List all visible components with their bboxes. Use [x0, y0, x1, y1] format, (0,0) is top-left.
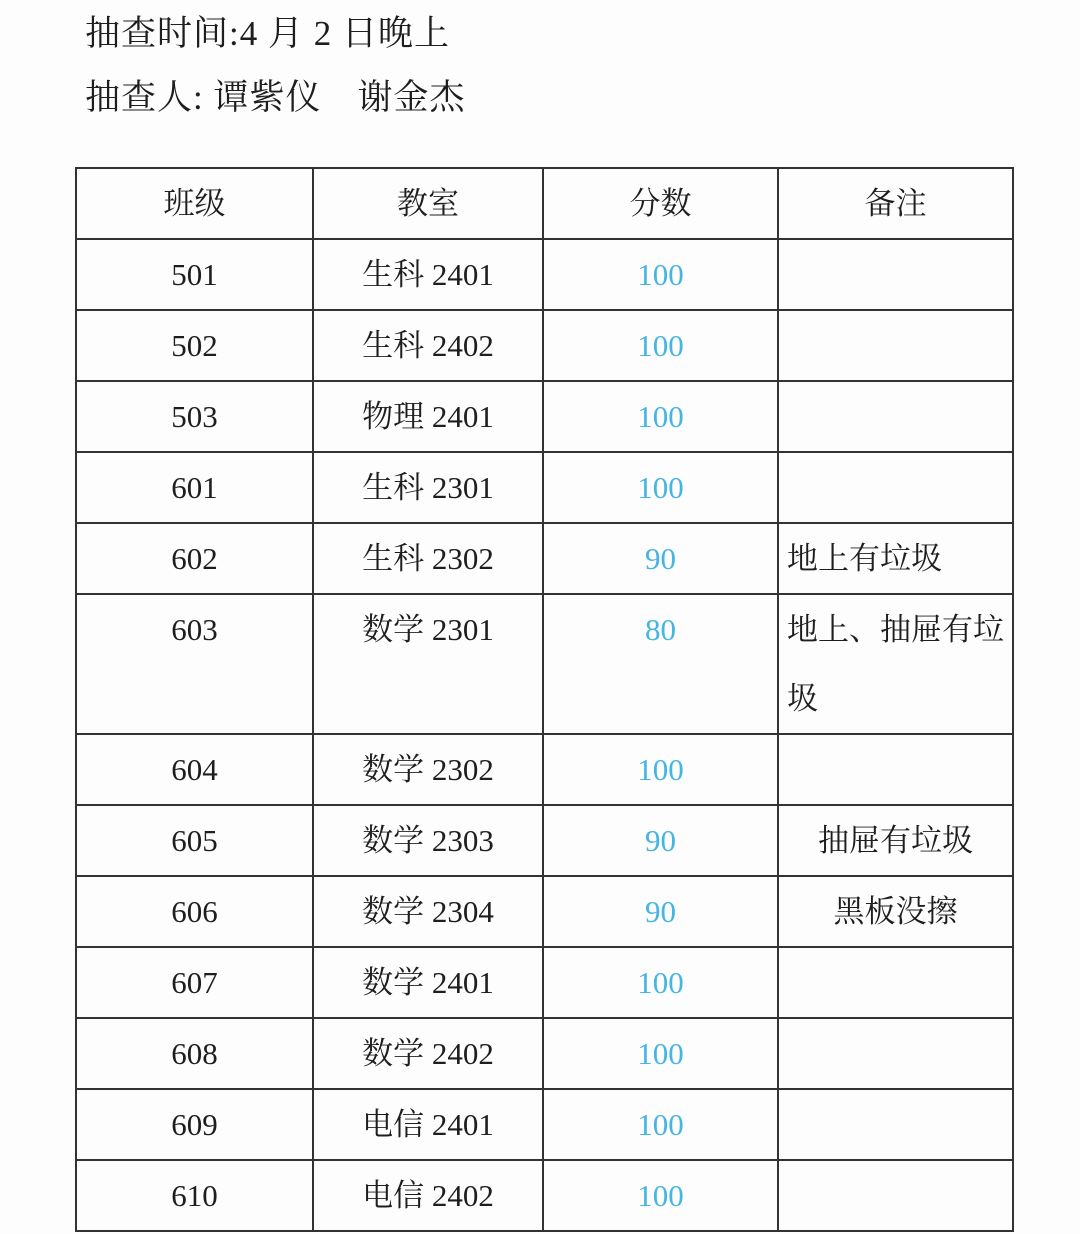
- class-cell: 601: [76, 452, 313, 523]
- room-cell: 物理 2401: [313, 381, 543, 452]
- score-cell: 100: [543, 239, 778, 310]
- class-cell: 604: [76, 734, 313, 805]
- table-row: [76, 734, 1013, 805]
- room-cell: 生科 2402: [313, 310, 543, 381]
- room-cell: 数学 2402: [313, 1018, 543, 1089]
- col-header-score: 分数: [543, 168, 778, 239]
- table-row: [76, 1018, 1013, 1089]
- table-row: [76, 876, 1013, 947]
- room-cell: 生科 2302: [313, 523, 543, 594]
- inspectors-line: 抽查人: 谭紫仪 谢金杰: [85, 78, 466, 117]
- remark-cell: 地上有垃圾: [778, 523, 1013, 594]
- class-cell: 605: [76, 805, 313, 876]
- score-cell: 100: [543, 947, 778, 1018]
- class-cell: 501: [76, 239, 313, 310]
- score-cell: 90: [543, 805, 778, 876]
- table-row: [76, 239, 1013, 310]
- table-row: [76, 1089, 1013, 1160]
- remark-cell: 地上、抽屉有垃圾: [778, 594, 1013, 734]
- table-row: [76, 310, 1013, 381]
- score-cell: 80: [543, 594, 778, 734]
- class-cell: 610: [76, 1160, 313, 1231]
- remark-cell: [778, 947, 1013, 1018]
- class-cell: 607: [76, 947, 313, 1018]
- table-row: [76, 594, 1013, 734]
- room-cell: 电信 2401: [313, 1089, 543, 1160]
- inspection-time-line: 抽查时间:4 月 2 日晚上: [85, 14, 450, 53]
- room-cell: 数学 2302: [313, 734, 543, 805]
- col-header-room: 教室: [313, 168, 543, 239]
- remark-cell: [778, 239, 1013, 310]
- remark-cell: [778, 381, 1013, 452]
- table-row: [76, 805, 1013, 876]
- class-cell: 503: [76, 381, 313, 452]
- class-cell: 608: [76, 1018, 313, 1089]
- class-cell: 502: [76, 310, 313, 381]
- table-row: [76, 1160, 1013, 1231]
- class-cell: 606: [76, 876, 313, 947]
- remark-cell: [778, 1160, 1013, 1231]
- room-cell: 数学 2303: [313, 805, 543, 876]
- score-cell: 100: [543, 734, 778, 805]
- table-row: [76, 452, 1013, 523]
- class-cell: 609: [76, 1089, 313, 1160]
- room-cell: 生科 2401: [313, 239, 543, 310]
- remark-cell: [778, 734, 1013, 805]
- remark-cell: 抽屉有垃圾: [778, 805, 1013, 876]
- remark-cell: [778, 1018, 1013, 1089]
- class-cell: 602: [76, 523, 313, 594]
- table-body: [76, 239, 1013, 1231]
- score-cell: 90: [543, 523, 778, 594]
- col-header-class: 班级: [76, 168, 313, 239]
- remark-cell: [778, 1089, 1013, 1160]
- room-cell: 数学 2401: [313, 947, 543, 1018]
- score-cell: 100: [543, 1018, 778, 1089]
- score-cell: 90: [543, 876, 778, 947]
- table-row: [76, 523, 1013, 594]
- table-row: [76, 947, 1013, 1018]
- score-cell: 100: [543, 452, 778, 523]
- score-cell: 100: [543, 1089, 778, 1160]
- score-cell: 100: [543, 381, 778, 452]
- table-row: [76, 381, 1013, 452]
- room-cell: 数学 2304: [313, 876, 543, 947]
- remark-cell: [778, 452, 1013, 523]
- class-cell: 603: [76, 594, 313, 734]
- remark-cell: 黑板没擦: [778, 876, 1013, 947]
- table-header-row: [76, 168, 1013, 239]
- score-cell: 100: [543, 1160, 778, 1231]
- score-cell: 100: [543, 310, 778, 381]
- remark-cell: [778, 310, 1013, 381]
- room-cell: 生科 2301: [313, 452, 543, 523]
- col-header-remark: 备注: [778, 168, 1013, 239]
- room-cell: 电信 2402: [313, 1160, 543, 1231]
- inspection-table: [75, 167, 1014, 1232]
- room-cell: 数学 2301: [313, 594, 543, 734]
